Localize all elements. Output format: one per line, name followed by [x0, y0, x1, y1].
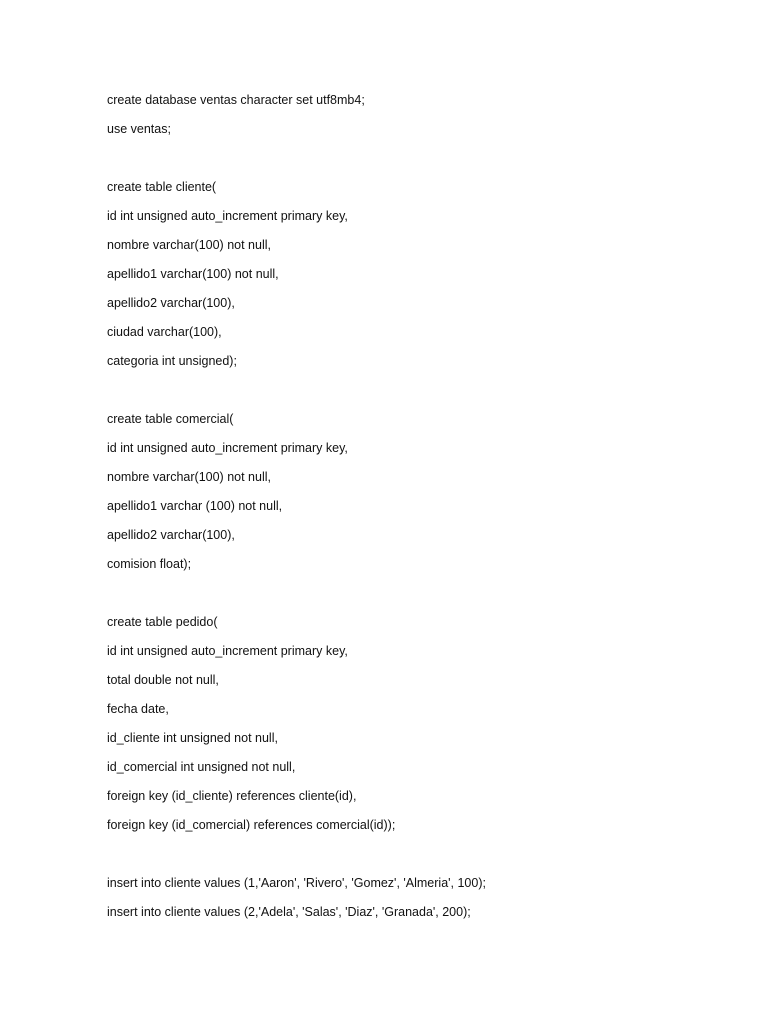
sql-line: create table pedido(: [107, 615, 218, 629]
sql-line: create database ventas character set utf8mb4;: [107, 93, 365, 107]
sql-line: foreign key (id_comercial) references comercial(id));: [107, 818, 396, 832]
sql-line: create table comercial(: [107, 412, 234, 426]
sql-line: apellido1 varchar (100) not null,: [107, 499, 283, 513]
sql-line: id int unsigned auto_increment primary key,: [107, 441, 348, 455]
sql-line: id int unsigned auto_increment primary key,: [107, 644, 348, 658]
sql-line: insert into cliente values (2,'Adela', 'Salas', 'Diaz', 'Granada', 200);: [107, 905, 471, 919]
sql-line: id_cliente int unsigned not null,: [107, 731, 278, 745]
sql-line: apellido1 varchar(100) not null,: [107, 267, 279, 281]
sql-line: id int unsigned auto_increment primary key,: [107, 209, 348, 223]
blank-line: [107, 378, 727, 407]
sql-line: id_comercial int unsigned not null,: [107, 760, 296, 774]
sql-line: insert into cliente values (1,'Aaron', 'Rivero', 'Gomez', 'Almeria', 100);: [107, 876, 486, 890]
sql-line: foreign key (id_cliente) references cliente(id),: [107, 789, 357, 803]
sql-line: fecha date,: [107, 702, 169, 716]
blank-line: [107, 146, 727, 175]
blank-line: [107, 842, 727, 871]
sql-line: total double not null,: [107, 673, 219, 687]
blank-line: [107, 581, 727, 610]
sql-line: apellido2 varchar(100),: [107, 296, 235, 310]
sql-line: apellido2 varchar(100),: [107, 528, 235, 542]
sql-line: categoria int unsigned);: [107, 354, 237, 368]
sql-script: [107, 88, 727, 929]
sql-line: nombre varchar(100) not null,: [107, 238, 271, 252]
sql-line: nombre varchar(100) not null,: [107, 470, 271, 484]
sql-line: use ventas;: [107, 122, 171, 136]
sql-line: comision float);: [107, 557, 192, 571]
sql-line: ciudad varchar(100),: [107, 325, 222, 339]
sql-line: create table cliente(: [107, 180, 217, 194]
